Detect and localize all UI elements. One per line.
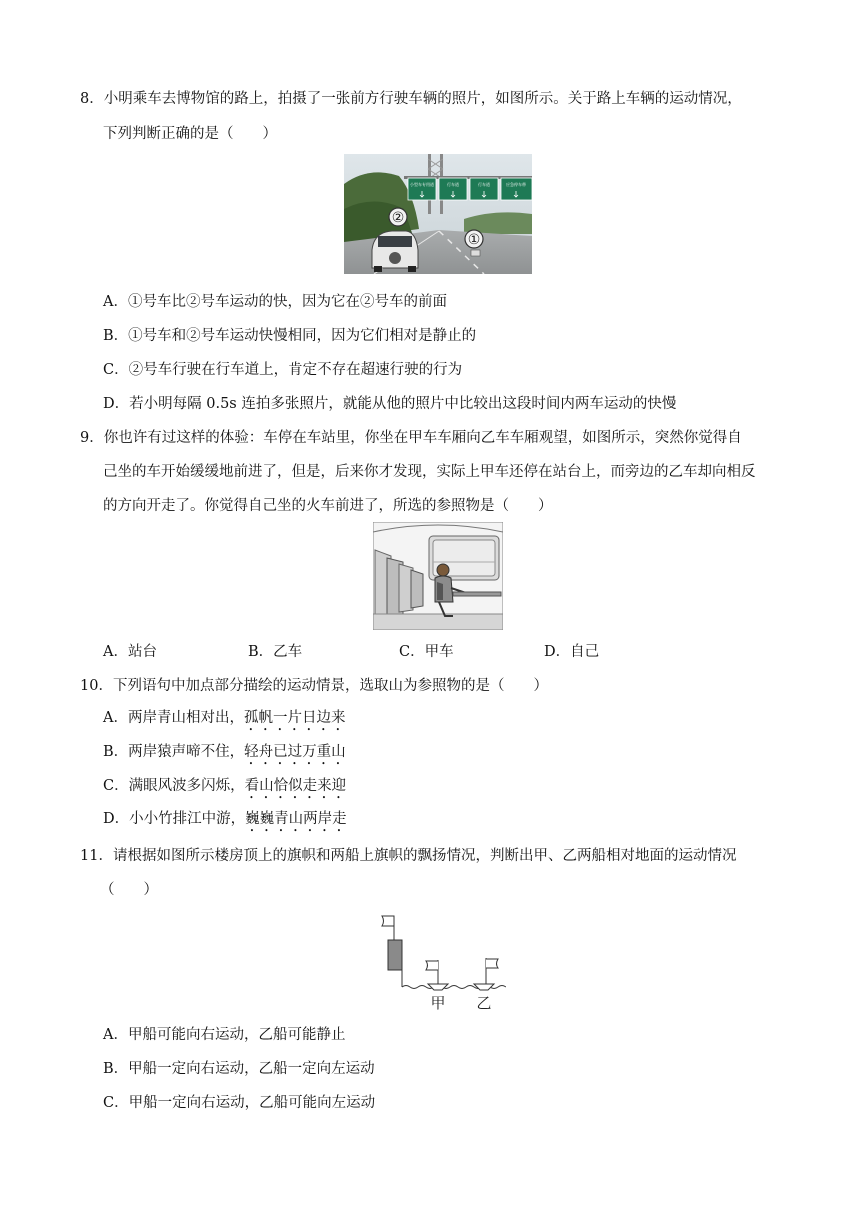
q10-option-b — [103, 742, 346, 768]
q11-option-a: A．甲船可能向右运动，乙船可能静止 — [103, 1027, 346, 1043]
q8-option-a: A．①号车比②号车运动的快，因为它在②号车的前面 — [103, 294, 447, 310]
q10-option-c — [103, 776, 346, 802]
q8-stem-line1: 8．小明乘车去博物馆的路上，拍摄了一张前方行驶车辆的照片，如图所示。关于路上车辆的运动情况， — [80, 91, 742, 107]
q10-option-c-plain: C．满眼风波多闪烁， — [103, 778, 245, 794]
q10-option-a-plain: A．两岸青山相对出， — [103, 710, 244, 726]
q9-option-d: D．自己 — [544, 644, 600, 660]
q9-train-illustration — [373, 522, 503, 630]
sign-text-3: 行车道 — [478, 182, 490, 187]
q10-option-d-plain: D．小小竹排江中游， — [103, 811, 246, 827]
q10-option-d-dotted: 巍巍青山两岸走 — [245, 811, 347, 827]
q11-flags-diagram — [376, 912, 506, 1012]
q10-option-b-plain: B．两岸猿声啼不住， — [103, 744, 245, 760]
q9-stem-line2: 己坐的车开始缓缓地前进了，但是，后来你才发现，实际上甲车还停在站台上，而旁边的乙车却向相反 — [103, 464, 756, 480]
boat-label-jia: 甲 — [430, 994, 446, 1012]
q8-highway-photo — [344, 154, 532, 274]
q10-option-a-dotted: 孤帆一片日边来 — [243, 710, 346, 726]
marker-1: ① — [467, 232, 481, 248]
q8-option-c: C．②号车行驶在行车道上，肯定不存在超速行驶的行为 — [103, 362, 463, 378]
q10-option-a — [103, 708, 345, 734]
q11-option-b: B．甲船一定向右运动，乙船一定向左运动 — [103, 1061, 375, 1077]
q10-option-c-dotted: 看山恰似走来迎 — [244, 778, 347, 794]
q8-stem-line2: 下列判断正确的是（ ） — [103, 126, 277, 142]
q11-stem-line1: 11．请根据如图所示楼房顶上的旗帜和两船上旗帜的飘扬情况，判断出甲、乙两船相对地面的运动情况 — [80, 848, 737, 864]
q9-option-a: A．站台 — [103, 644, 157, 660]
sign-text-1: 小型车专用道 — [410, 182, 434, 187]
q11-option-c: C．甲船一定向右运动，乙船可能向左运动 — [103, 1095, 376, 1111]
boat-label-yi: 乙 — [476, 994, 492, 1012]
q8-option-b: B．①号车和②号车运动快慢相同，因为它们相对是静止的 — [103, 328, 477, 344]
sign-text-4: 应急停车带 — [506, 182, 526, 187]
q11-stem-line2: （ ） — [100, 882, 158, 898]
q8-option-d: D．若小明每隔 0.5s 连拍多张照片，就能从他的照片中比较出这段时间内两车运动的快慢 — [103, 396, 677, 412]
q9-stem-line3: 的方向开走了。你觉得自己坐的火车前进了，所选的参照物是（ ） — [103, 498, 553, 514]
q9-option-c: C．甲车 — [399, 644, 454, 660]
sign-text-2: 行车道 — [447, 182, 459, 187]
q10-option-b-dotted: 轻舟已过万重山 — [244, 744, 346, 760]
marker-2: ② — [391, 210, 405, 226]
q10-stem: 10．下列语句中加点部分描绘的运动情景，选取山为参照物的是（ ） — [80, 678, 548, 694]
q9-option-b: B．乙车 — [248, 644, 303, 660]
q9-stem-line1: 9．你也许有过这样的体验：车停在车站里，你坐在甲车车厢向乙车车厢观望，如图所示，突然你觉得自 — [80, 430, 742, 446]
q10-option-d — [103, 809, 347, 835]
